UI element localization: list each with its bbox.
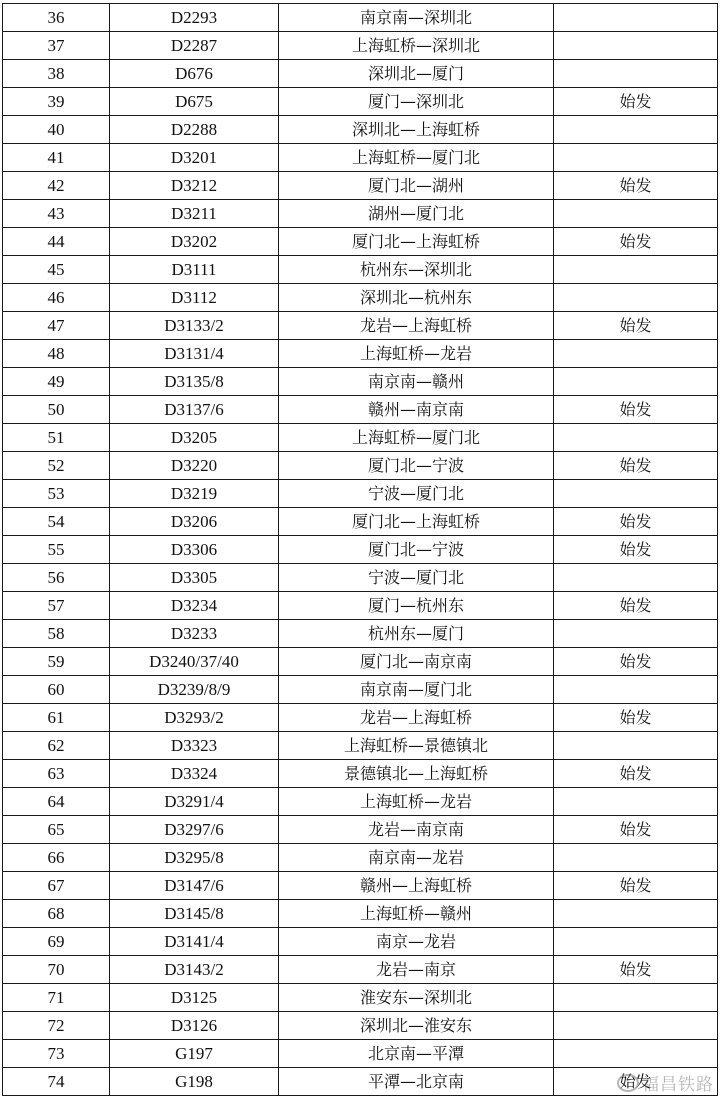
row-number-cell: 53 — [3, 480, 110, 508]
route-cell: 厦门北—南京南 — [279, 648, 554, 676]
row-number-cell: 38 — [3, 60, 110, 88]
note-cell — [554, 676, 718, 704]
table-row — [3, 228, 718, 256]
note-cell — [554, 1040, 718, 1068]
table-row — [3, 4, 718, 32]
note-cell: 始发 — [554, 172, 718, 200]
row-number-cell: 65 — [3, 816, 110, 844]
route-cell: 厦门—杭州东 — [279, 592, 554, 620]
table-row — [3, 620, 718, 648]
note-cell — [554, 788, 718, 816]
row-number-cell: 69 — [3, 928, 110, 956]
note-cell: 始发 — [554, 228, 718, 256]
row-number-cell: 37 — [3, 32, 110, 60]
table-row — [3, 144, 718, 172]
route-cell: 上海虹桥—深圳北 — [279, 32, 554, 60]
route-cell: 赣州—南京南 — [279, 396, 554, 424]
table-row — [3, 592, 718, 620]
note-cell: 始发 — [554, 648, 718, 676]
note-cell: 始发 — [554, 1068, 718, 1096]
table-row — [3, 480, 718, 508]
train-code-cell: D3147/6 — [110, 872, 279, 900]
row-number-cell: 39 — [3, 88, 110, 116]
note-cell: 始发 — [554, 536, 718, 564]
train-code-cell: D3323 — [110, 732, 279, 760]
note-cell: 始发 — [554, 956, 718, 984]
row-number-cell: 44 — [3, 228, 110, 256]
table-row — [3, 200, 718, 228]
route-cell: 厦门北—宁波 — [279, 452, 554, 480]
train-code-cell: D3137/6 — [110, 396, 279, 424]
route-cell: 湖州—厦门北 — [279, 200, 554, 228]
train-code-cell: D3293/2 — [110, 704, 279, 732]
table-row — [3, 732, 718, 760]
train-code-cell: G198 — [110, 1068, 279, 1096]
table-body — [3, 4, 718, 1096]
note-cell: 始发 — [554, 760, 718, 788]
table-row — [3, 508, 718, 536]
note-cell — [554, 732, 718, 760]
table-row — [3, 816, 718, 844]
row-number-cell: 71 — [3, 984, 110, 1012]
note-cell: 始发 — [554, 816, 718, 844]
route-cell: 龙岩—上海虹桥 — [279, 704, 554, 732]
route-cell: 厦门北—湖州 — [279, 172, 554, 200]
route-cell: 上海虹桥—厦门北 — [279, 424, 554, 452]
route-cell: 上海虹桥—景德镇北 — [279, 732, 554, 760]
train-code-cell: D3295/8 — [110, 844, 279, 872]
route-cell: 景德镇北—上海虹桥 — [279, 760, 554, 788]
row-number-cell: 68 — [3, 900, 110, 928]
route-cell: 深圳北—淮安东 — [279, 1012, 554, 1040]
route-cell: 上海虹桥—龙岩 — [279, 788, 554, 816]
route-cell: 南京南—厦门北 — [279, 676, 554, 704]
route-cell: 厦门北—宁波 — [279, 536, 554, 564]
train-code-cell: D3211 — [110, 200, 279, 228]
table-row — [3, 900, 718, 928]
train-code-cell: D3201 — [110, 144, 279, 172]
row-number-cell: 60 — [3, 676, 110, 704]
row-number-cell: 52 — [3, 452, 110, 480]
table-row — [3, 676, 718, 704]
note-cell — [554, 984, 718, 1012]
train-code-cell: D3131/4 — [110, 340, 279, 368]
table-row — [3, 788, 718, 816]
train-code-cell: D3291/4 — [110, 788, 279, 816]
train-code-cell: D3234 — [110, 592, 279, 620]
note-cell — [554, 200, 718, 228]
route-cell: 南京南—赣州 — [279, 368, 554, 396]
row-number-cell: 36 — [3, 4, 110, 32]
route-cell: 淮安东—深圳北 — [279, 984, 554, 1012]
row-number-cell: 67 — [3, 872, 110, 900]
note-cell — [554, 424, 718, 452]
row-number-cell: 66 — [3, 844, 110, 872]
row-number-cell: 43 — [3, 200, 110, 228]
row-number-cell: 58 — [3, 620, 110, 648]
row-number-cell: 73 — [3, 1040, 110, 1068]
table-row — [3, 1068, 718, 1096]
note-cell — [554, 32, 718, 60]
route-cell: 龙岩—南京南 — [279, 816, 554, 844]
row-number-cell: 42 — [3, 172, 110, 200]
route-cell: 深圳北—厦门 — [279, 60, 554, 88]
note-cell — [554, 60, 718, 88]
train-code-cell: G197 — [110, 1040, 279, 1068]
row-number-cell: 55 — [3, 536, 110, 564]
table-row — [3, 60, 718, 88]
row-number-cell: 64 — [3, 788, 110, 816]
train-code-cell: D3305 — [110, 564, 279, 592]
note-cell — [554, 620, 718, 648]
note-cell: 始发 — [554, 88, 718, 116]
table-row — [3, 928, 718, 956]
train-code-cell: D2287 — [110, 32, 279, 60]
table-row — [3, 256, 718, 284]
train-code-cell: D3233 — [110, 620, 279, 648]
table-row — [3, 312, 718, 340]
table-row — [3, 88, 718, 116]
row-number-cell: 50 — [3, 396, 110, 424]
table-row — [3, 984, 718, 1012]
row-number-cell: 46 — [3, 284, 110, 312]
row-number-cell: 62 — [3, 732, 110, 760]
route-cell: 上海虹桥—厦门北 — [279, 144, 554, 172]
table-row — [3, 1040, 718, 1068]
train-code-cell: D3306 — [110, 536, 279, 564]
note-cell: 始发 — [554, 704, 718, 732]
note-cell — [554, 844, 718, 872]
table-row — [3, 368, 718, 396]
watermark-text: 福昌铁路 — [642, 1075, 714, 1095]
table-row — [3, 956, 718, 984]
note-cell — [554, 144, 718, 172]
row-number-cell: 59 — [3, 648, 110, 676]
train-code-cell: D675 — [110, 88, 279, 116]
note-cell — [554, 900, 718, 928]
train-code-cell: D3220 — [110, 452, 279, 480]
route-cell: 南京—龙岩 — [279, 928, 554, 956]
note-cell — [554, 256, 718, 284]
train-code-cell: D3240/37/40 — [110, 648, 279, 676]
train-code-cell: D3297/6 — [110, 816, 279, 844]
train-code-cell: D3145/8 — [110, 900, 279, 928]
table-row — [3, 284, 718, 312]
table-row — [3, 648, 718, 676]
route-cell: 深圳北—杭州东 — [279, 284, 554, 312]
row-number-cell: 41 — [3, 144, 110, 172]
route-cell: 平潭—北京南 — [279, 1068, 554, 1096]
train-code-cell: D2288 — [110, 116, 279, 144]
train-code-cell: D3206 — [110, 508, 279, 536]
table-row — [3, 172, 718, 200]
route-cell: 上海虹桥—赣州 — [279, 900, 554, 928]
row-number-cell: 57 — [3, 592, 110, 620]
note-cell: 始发 — [554, 508, 718, 536]
train-code-cell: D3111 — [110, 256, 279, 284]
route-cell: 杭州东—厦门 — [279, 620, 554, 648]
train-code-cell: D3125 — [110, 984, 279, 1012]
table-row — [3, 32, 718, 60]
note-cell — [554, 116, 718, 144]
table-row — [3, 536, 718, 564]
route-cell: 南京南—深圳北 — [279, 4, 554, 32]
route-cell: 上海虹桥—龙岩 — [279, 340, 554, 368]
note-cell — [554, 4, 718, 32]
train-code-cell: D676 — [110, 60, 279, 88]
row-number-cell: 45 — [3, 256, 110, 284]
train-code-cell: D3324 — [110, 760, 279, 788]
row-number-cell: 54 — [3, 508, 110, 536]
route-cell: 北京南—平潭 — [279, 1040, 554, 1068]
row-number-cell: 70 — [3, 956, 110, 984]
note-cell — [554, 284, 718, 312]
row-number-cell: 72 — [3, 1012, 110, 1040]
row-number-cell: 51 — [3, 424, 110, 452]
route-cell: 厦门北—上海虹桥 — [279, 228, 554, 256]
train-code-cell: D3219 — [110, 480, 279, 508]
note-cell — [554, 368, 718, 396]
train-code-cell: D3205 — [110, 424, 279, 452]
note-cell — [554, 1012, 718, 1040]
train-code-cell: D3239/8/9 — [110, 676, 279, 704]
table-row — [3, 424, 718, 452]
route-cell: 厦门—深圳北 — [279, 88, 554, 116]
train-code-cell: D3133/2 — [110, 312, 279, 340]
route-cell: 宁波—厦门北 — [279, 564, 554, 592]
route-cell: 宁波—厦门北 — [279, 480, 554, 508]
route-cell: 龙岩—上海虹桥 — [279, 312, 554, 340]
table-row — [3, 844, 718, 872]
note-cell — [554, 564, 718, 592]
table-row — [3, 564, 718, 592]
row-number-cell: 56 — [3, 564, 110, 592]
note-cell: 始发 — [554, 452, 718, 480]
note-cell — [554, 340, 718, 368]
note-cell: 始发 — [554, 396, 718, 424]
table-row — [3, 340, 718, 368]
row-number-cell: 48 — [3, 340, 110, 368]
row-number-cell: 61 — [3, 704, 110, 732]
table-row — [3, 872, 718, 900]
route-cell: 杭州东—深圳北 — [279, 256, 554, 284]
route-cell: 赣州—上海虹桥 — [279, 872, 554, 900]
table-row — [3, 1012, 718, 1040]
table-row — [3, 116, 718, 144]
row-number-cell: 63 — [3, 760, 110, 788]
train-code-cell: D3135/8 — [110, 368, 279, 396]
table-row — [3, 760, 718, 788]
train-schedule-table — [2, 3, 718, 1096]
note-cell: 始发 — [554, 592, 718, 620]
train-code-cell: D3212 — [110, 172, 279, 200]
row-number-cell: 40 — [3, 116, 110, 144]
table-row — [3, 452, 718, 480]
route-cell: 厦门北—上海虹桥 — [279, 508, 554, 536]
note-cell — [554, 928, 718, 956]
train-code-cell: D2293 — [110, 4, 279, 32]
route-cell: 龙岩—南京 — [279, 956, 554, 984]
note-cell — [554, 480, 718, 508]
train-code-cell: D3143/2 — [110, 956, 279, 984]
train-code-cell: D3112 — [110, 284, 279, 312]
table-row — [3, 396, 718, 424]
row-number-cell: 47 — [3, 312, 110, 340]
route-cell: 深圳北—上海虹桥 — [279, 116, 554, 144]
row-number-cell: 74 — [3, 1068, 110, 1096]
note-cell: 始发 — [554, 312, 718, 340]
train-code-cell: D3202 — [110, 228, 279, 256]
route-cell: 南京南—龙岩 — [279, 844, 554, 872]
table-row — [3, 704, 718, 732]
train-code-cell: D3141/4 — [110, 928, 279, 956]
train-code-cell: D3126 — [110, 1012, 279, 1040]
note-cell: 始发 — [554, 872, 718, 900]
row-number-cell: 49 — [3, 368, 110, 396]
